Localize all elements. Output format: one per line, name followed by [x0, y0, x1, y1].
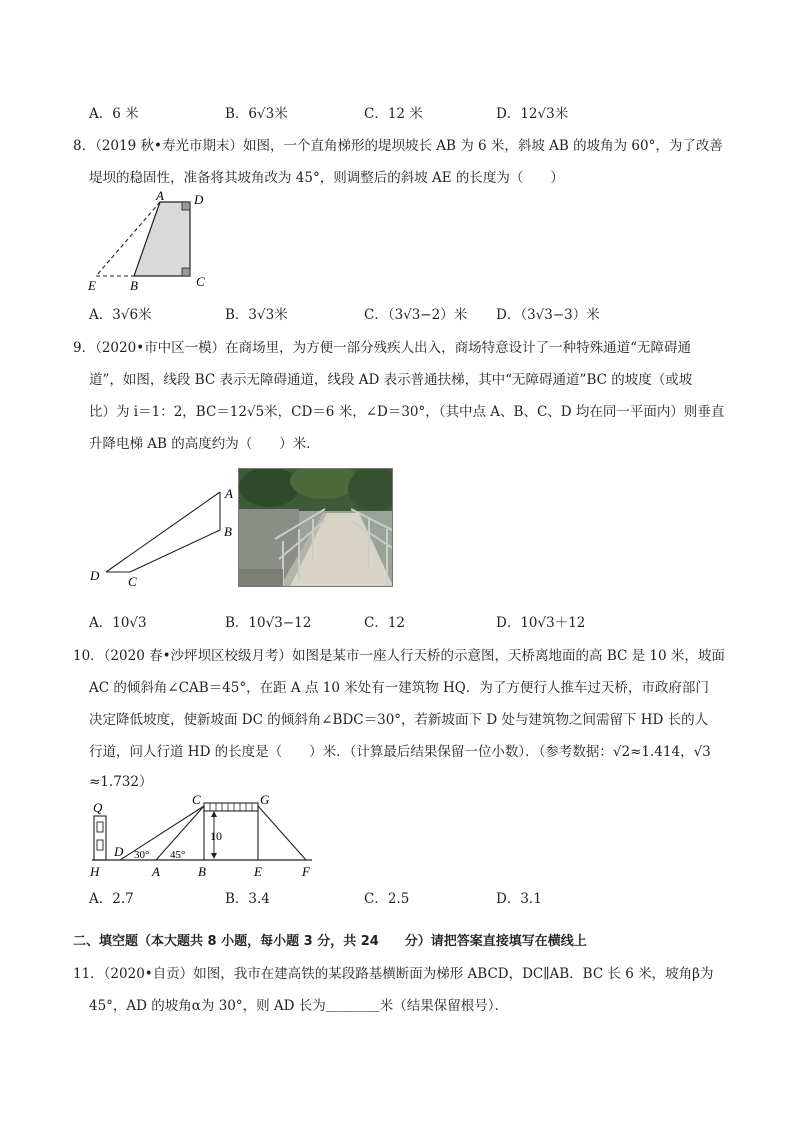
q9-option-d: D．10√3＋12	[496, 615, 586, 631]
q10-slope-gf	[258, 806, 306, 860]
q10-option-c: C．2.5	[364, 891, 410, 907]
q10-label-q: Q	[93, 800, 103, 815]
q8-figure	[86, 190, 216, 292]
q10-label-g: G	[260, 792, 270, 807]
section-2-title: 二、填空题（本大题共 8 小题，每小题 3 分，共 24 分）请把答案直接填写在横线上	[73, 934, 587, 949]
q7-option-b: B．6√3米	[225, 106, 288, 122]
q8-label-d: D	[194, 192, 204, 207]
q10-label-c: C	[192, 792, 201, 807]
ramp-photo	[238, 468, 393, 587]
q9-text-line2: 道”，如图，线段 BC 表示无障碍通道，线段 AD 表示普通扶梯，其中“无障碍通道”BC 的坡度（或坡	[89, 372, 693, 388]
q9-figure	[86, 482, 238, 590]
q8-text-line2: 堤坝的稳固性，准备将其坡角改为 45°，则调整后的斜坡 AE 的长度为（ ）	[89, 170, 564, 186]
q9-option-b: B．10√3−12	[225, 615, 312, 631]
q9-label-b: B	[224, 524, 232, 539]
q9-text-line4: 升降电梯 AB 的高度约为（ ）米．	[89, 436, 320, 452]
q10-label-angle30: 30°	[134, 849, 150, 861]
q9-segment-bc	[130, 530, 220, 572]
q8-option-a: A．3√6米	[89, 307, 152, 323]
q9-label-c: C	[128, 574, 137, 589]
q9-label-a: A	[225, 486, 233, 501]
q10-label-d: D	[114, 844, 124, 859]
q7-option-c: C．12 米	[364, 106, 423, 122]
q8-right-angle-c	[182, 268, 190, 276]
q10-option-a: A．2.7	[89, 891, 134, 907]
q8-label-a: A	[156, 190, 164, 203]
q10-bridge-deck	[204, 803, 258, 811]
q10-option-d: D．3.1	[496, 891, 542, 907]
q8-label-c: C	[196, 274, 205, 289]
q10-text-line4: 行道，问人行道 HD 的长度是（ ）米．（计算最后结果保留一位小数）．（参考数据：√2≈1.414，√3	[89, 744, 711, 760]
q8-option-d: D．（3√3−3）米	[496, 307, 600, 323]
q8-text-line1: 8．（2019 秋•寿光市期末）如图，一个直角梯形的堤坝坡长 AB 为 6 米，斜坡 AB 的坡角为 60°，为了改善	[73, 138, 723, 154]
q9-segment-da	[106, 492, 220, 572]
q10-text-line2: AC 的倾斜角∠CAB＝45°，在距 A 点 10 米处有一建筑物 HQ．为了方便行人推车过天桥，市政府部门	[89, 680, 709, 696]
q9-option-a: A．10√3	[89, 615, 147, 631]
q10-label-height: 10	[210, 829, 222, 843]
q10-label-b: B	[198, 864, 206, 879]
q11-text-line2: 45°，AD 的坡角α为 30°，则 AD 长为＿＿＿＿米（结果保留根号）．	[89, 998, 509, 1014]
q8-label-b: B	[130, 278, 138, 292]
q7-option-d: D．12√3米	[496, 106, 569, 122]
q10-slope-dc	[120, 806, 204, 860]
q7-option-a: A．6 米	[89, 106, 139, 122]
q8-trapezoid	[134, 202, 190, 276]
q10-text-line1: 10．（2020 春•沙坪坝区校级月考）如图是某市一座人行天桥的示意图，天桥离地面的高 BC 是 10 米，坡面	[73, 648, 725, 664]
q10-option-b: B．3.4	[225, 891, 270, 907]
q8-option-c: C．（3√3−2）米	[364, 307, 468, 323]
q10-label-a: A	[152, 864, 160, 879]
q10-label-e: E	[254, 864, 262, 879]
q10-text-line3: 决定降低坡度，使新坡面 DC 的倾斜角∠BDC＝30°，若新坡面下 D 处与建筑物之间需留下 HD 长的人	[89, 712, 709, 728]
q10-label-angle45: 45°	[170, 849, 186, 861]
q8-option-b: B．3√3米	[225, 307, 288, 323]
q10-figure	[84, 790, 324, 880]
q11-text-line1: 11．（2020•自贡）如图，我市在建高铁的某段路基横断面为梯形 ABCD，DC∥AB．BC 长 6 米，坡角β为	[73, 966, 714, 982]
q9-label-d: D	[90, 568, 100, 583]
q10-label-h: H	[90, 864, 100, 879]
q10-label-f: F	[302, 864, 310, 879]
q10-text-line5: ≈1.732）	[89, 774, 153, 790]
q10-building-hq	[94, 816, 106, 860]
q9-option-c: C．12	[364, 615, 406, 631]
q8-right-angle-d	[182, 202, 190, 210]
q9-text-line1: 9．（2020•市中区一模）在商场里，为方便一部分残疾人出入，商场特意设计了一种特殊通道“无障碍通	[73, 340, 692, 356]
q8-label-e: E	[88, 278, 96, 292]
q10-building-window-1	[97, 822, 103, 832]
q10-building-window-2	[97, 840, 103, 850]
q9-text-line3: 比）为 i＝1：2，BC＝12√5米，CD＝6 米，∠D＝30°，（其中点 A、B、C、D 均在同一平面内）则垂直	[89, 404, 725, 420]
